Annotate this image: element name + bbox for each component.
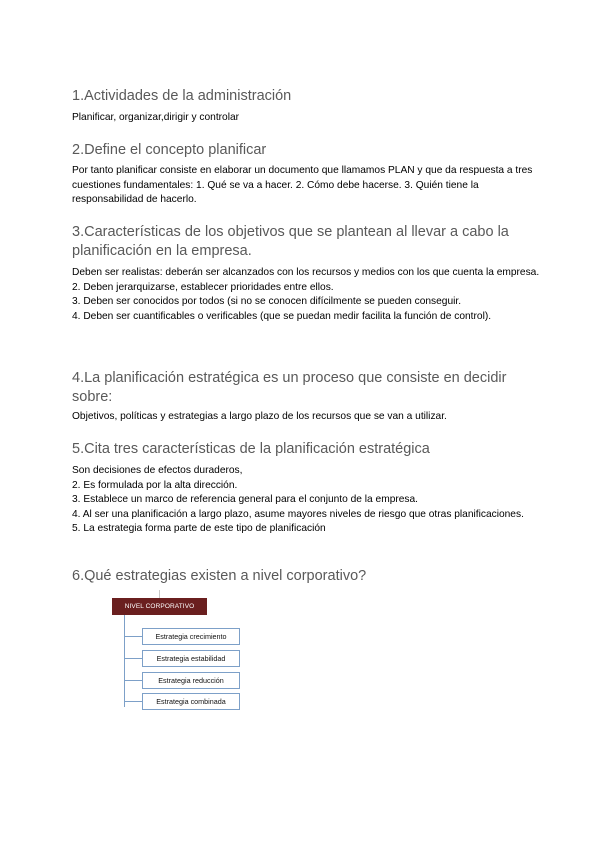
diagram-top-connector bbox=[159, 590, 160, 598]
diagram-node-growth: Estrategia crecimiento bbox=[142, 628, 240, 645]
diagram-node-stability: Estrategia estabilidad bbox=[142, 650, 240, 667]
question-4-heading: 4.La planificación estratégica es un proceso que consiste en decidir sobre: bbox=[72, 370, 507, 405]
question-1-heading: 1.Actividades de la administración bbox=[72, 88, 292, 104]
answer-3-line: 4. Deben ser cuantificables o verificables (que se puedan medir facilita la función de control). bbox=[72, 310, 492, 322]
diagram-root-node: NIVEL CORPORATIVO bbox=[112, 598, 207, 615]
answer-2 bbox=[72, 164, 542, 208]
answer-5-line: Son decisiones de efectos duraderos, bbox=[72, 465, 243, 476]
question-5-heading: 5.Cita tres características de la planificación estratégica bbox=[72, 441, 430, 457]
diagram-branch-line bbox=[124, 701, 142, 702]
answer-1-line: Planificar, organizar,dirigir y controlar bbox=[72, 112, 240, 123]
diagram-branch-line bbox=[124, 680, 142, 681]
answer-4 bbox=[72, 410, 542, 425]
answer-5-line: 4. Al ser una planificación a largo plazo, asume mayores niveles de riesgo que otras planificaciones. bbox=[72, 508, 524, 520]
answer-5-line: 3. Establece un marco de referencia general para el conjunto de la empresa. bbox=[72, 494, 419, 506]
answer-3-line: 3. Deben ser conocidos por todos (si no se conocen difícilmente se pueden conseguir. bbox=[72, 296, 462, 308]
diagram-node-reduction: Estrategia reducción bbox=[142, 672, 240, 689]
answer-5-line: 5. La estrategia forma parte de este tipo de planificación bbox=[72, 523, 326, 535]
question-3-heading: 3.Características de los objetivos que se plantean al llevar a cabo la planificación en la empresa. bbox=[72, 224, 509, 259]
answer-2-line: Por tanto planificar consiste en elaborar un documento que llamamos PLAN y que da respuesta a tres cuestiones fundamentales: 1. Qué se va a hacer. 2. Cómo debe hacerse. 3. Quién tiene la responsabilidad de hacerlo. bbox=[72, 165, 533, 206]
question-6-heading: 6.Qué estrategias existen a nivel corporativo? bbox=[72, 568, 367, 584]
answer-5-line: 2. Es formulada por la alta dirección. bbox=[72, 479, 238, 491]
answer-3-line: Deben ser realistas: deberán ser alcanzados con los recursos y medios con los que cuenta la empresa. bbox=[72, 267, 540, 278]
answer-5 bbox=[72, 464, 542, 537]
question-2-heading: 2.Define el concepto planificar bbox=[72, 142, 267, 158]
answer-1 bbox=[72, 111, 542, 126]
answer-4-line: Objetivos, políticas y estrategias a largo plazo de los recursos que se van a utilizar. bbox=[72, 411, 447, 422]
diagram-branch-line bbox=[124, 636, 142, 637]
diagram-branch-line bbox=[124, 658, 142, 659]
corporate-strategy-diagram bbox=[100, 590, 250, 720]
diagram-trunk-line bbox=[124, 615, 125, 707]
answer-3 bbox=[72, 266, 542, 324]
answer-3-line: 2. Deben jerarquizarse, establecer prioridades entre ellos. bbox=[72, 281, 334, 293]
diagram-node-combined: Estrategia combinada bbox=[142, 693, 240, 710]
